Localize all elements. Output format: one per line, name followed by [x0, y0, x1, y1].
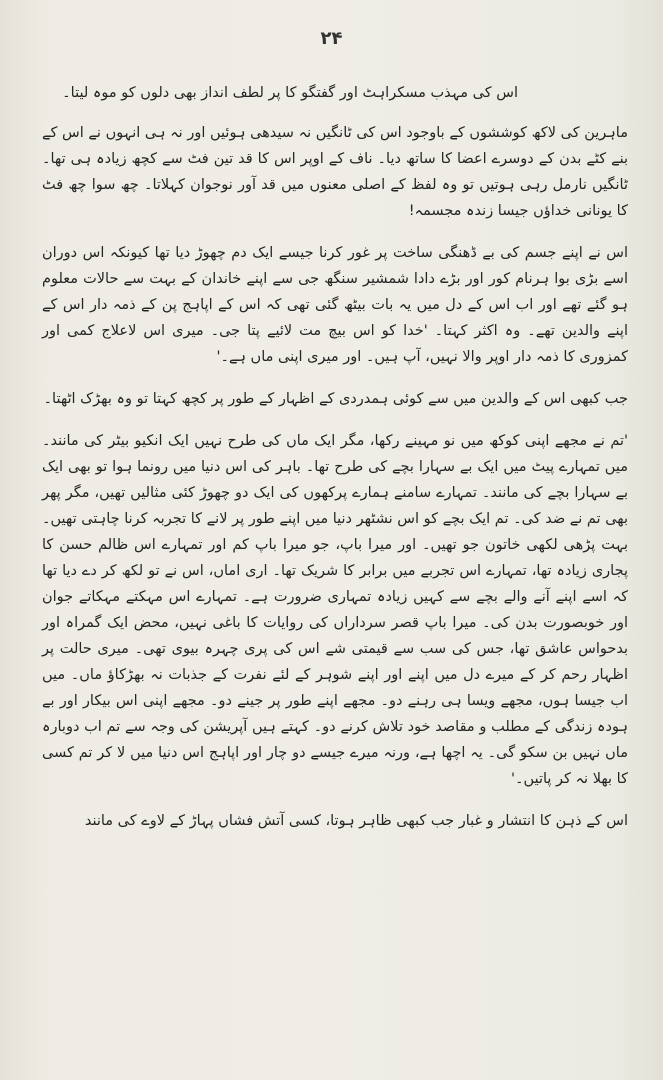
- page-body: [42, 80, 628, 850]
- paragraph-4: جب کبھی اس کے والدین میں سے کوئی ہمدردی کے اظہار کے طور پر کچھ کہتا تو وہ بھڑک اٹھتا۔: [43, 391, 628, 407]
- page-number: ۲۴: [320, 28, 343, 49]
- paragraph-1: اس کی مہذب مسکراہٹ اور گفتگو کا پر لطف انداز بھی دلوں کو موہ لیتا۔: [62, 85, 518, 101]
- paragraph-3: اس نے اپنے جسم کی بے ڈھنگی ساخت پر غور کرنا جیسے ایک دم چھوڑ دیا تھا کیونکہ اس دوران اسے بڑی بوا ہرنام کور اور بڑے دادا شمشیر سنگھ جی سے اپنے خاندان کے بہت سے حالات معلوم ہو گئے تھے اور اب اس کے دل میں یہ بات بیٹھ گئی تھی کہ اس کے اپاہج پن کے ذمہ دار اس کے اپنے والدین تھے۔ وہ اکثر کہتا۔ 'خدا کو اس بیچ مت لائیے پتا جی۔ میری اس لاعلاج کمی اور کمزوری کا ذمہ دار اوپر والا نہیں، آپ ہیں۔ اور میری اپنی ماں ہے۔': [42, 245, 628, 365]
- paragraph-6: اس کے ذہن کا انتشار و غبار جب کبھی ظاہر ہوتا، کسی آتش فشاں پہاڑ کے لاوے کی مانند: [84, 813, 628, 829]
- paragraph-2: ماہرین کی لاکھ کوششوں کے باوجود اس کی ٹانگیں نہ سیدھی ہوئیں اور نہ ہی انہوں نے اس کے بنے کٹے بدن کے دوسرے اعضا کا ساتھ دیا۔ ناف کے اوپر اس کا قد تین فٹ سے کچھ زیادہ ہی تھا۔ ٹانگیں نارمل رہی ہوتیں تو وہ لفظ کے اصلی معنوں میں قد آور نوجوان کہلاتا۔ چھ سوا چھ فٹ کا یونانی خداؤں جیسا زندہ مجسمہ!: [42, 125, 628, 219]
- paragraph-5-quote: 'تم نے مجھے اپنی کوکھ میں نو مہینے رکھا، مگر ایک ماں کی طرح نہیں ایک انکیو بیٹر کی مانند۔ میں تمہارے پیٹ میں ایک بے سہارا بچے کی طرح تھا۔ باہر کی اس دنیا میں رونما ہوا تو بھی ایک بے سہارا بچے کی مانند۔ تمہارے سامنے ہمارے پرکھوں کی ایک دو چھوڑ کئی مثالیں تھیں، مگر پھر بھی تم نے ضد کی۔ تم ایک بچے کو اس نشٹھر دنیا میں اپنے طور پر لانے کا تجربہ کرنا چاہتی تھیں۔ بہت پڑھی لکھی خاتون جو تھیں۔ اور میرا باپ، جو میرا باپ کم اور تمہارے اس ظالم حسن کا پجاری زیادہ تھا، تمہارے اس تجربے میں برابر کا شریک تھا۔ اری اماں، اس نے تو لکھ کر دے دیا تھا کہ اسے اپنے آنے والے بچے سے کہیں زیادہ تمہاری ضرورت ہے۔ تمہارے اس مہکتے مہکاتے جوان اور خوبصورت بدن کی۔ میرا باپ قصر سرداراں کی روایات کا باغی نہیں، محض ایک گمراہ اور بدحواس عاشق تھا، جس کی سب سے قیمتی شے اس کی پری چہرہ بیوی تھی۔ میری حالت پر اظہار رحم کر کے میرے دل میں اپنے اور اپنے شوہر کے لئے نفرت کے جذبات نہ بھڑکاؤ ماں۔ میں اب جیسا ہوں، مجھے ویسا ہی رہنے دو۔ مجھے اپنے طور پر جینے دو۔ مجھے اپنی اس بیکار اور بے ہودہ زندگی کے مطلب و مقاصد خود تلاش کرنے دو۔ کہتے ہیں آپریشن کی وجہ سے تم اب دوبارہ ماں نہیں بن سکو گی۔ یہ اچھا ہے، ورنہ میرے جیسے دو چار اور اپاہج اس دنیا میں لا کر تم کسی کا بھلا نہ کر پاتیں۔': [42, 433, 628, 787]
